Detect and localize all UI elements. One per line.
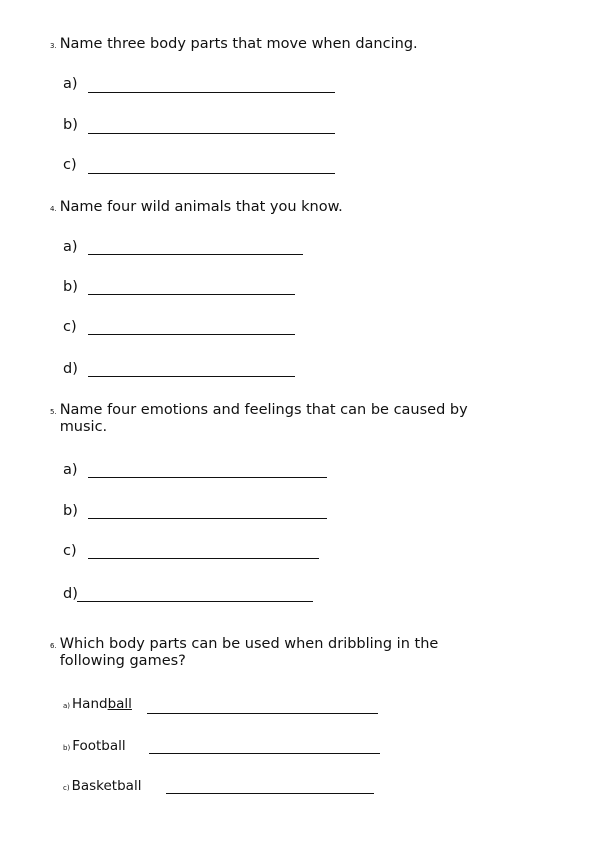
- answer-3b: [63, 117, 87, 135]
- answer-label: a): [63, 462, 78, 478]
- question-number: 6.: [50, 642, 57, 650]
- answer-6a: [63, 696, 132, 712]
- answer-line-6a[interactable]: [169, 713, 378, 714]
- question-number: 5.: [50, 408, 57, 416]
- answer-line-4a[interactable]: [88, 254, 303, 255]
- answer-4d: [63, 361, 87, 379]
- game-name: Handball: [72, 696, 132, 712]
- question-6: [50, 636, 438, 670]
- answer-label: c): [63, 319, 77, 335]
- answer-6c: [63, 778, 141, 794]
- answer-label: c): [63, 784, 70, 792]
- game-name: Basketball: [71, 778, 142, 794]
- question-text-line-1: Name four emotions and feelings that can be caused by: [59, 402, 468, 418]
- answer-line-5a[interactable]: [88, 477, 327, 478]
- answer-4b: [63, 279, 87, 297]
- question-text-line-1: Which body parts can be used when dribbling in the: [59, 636, 439, 652]
- answer-label: b): [63, 279, 78, 295]
- answer-5c: [63, 543, 87, 561]
- answer-label: b): [63, 117, 78, 133]
- answer-3a: [63, 76, 87, 94]
- answer-line-5d[interactable]: [122, 601, 313, 602]
- answer-line-6a-short[interactable]: [147, 713, 169, 714]
- answer-line-3b[interactable]: [88, 133, 335, 134]
- answer-label: a): [63, 702, 71, 710]
- answer-line-3a[interactable]: [88, 92, 335, 93]
- question-text: Name four wild animals that you know.: [59, 199, 343, 215]
- answer-label: b): [63, 744, 71, 752]
- answer-5b: [63, 503, 87, 521]
- answer-line-5c[interactable]: [88, 558, 319, 559]
- question-text-line-2: music.: [59, 419, 108, 435]
- question-text-line-2: following games?: [59, 653, 186, 669]
- answer-label: d): [63, 586, 78, 602]
- question-3: [50, 36, 418, 55]
- answer-3c: [63, 157, 87, 175]
- answer-4c: [63, 319, 87, 337]
- answer-4a: [63, 239, 87, 257]
- answer-label: c): [63, 157, 77, 173]
- answer-line-6c[interactable]: [166, 793, 374, 794]
- answer-label: d): [63, 361, 78, 377]
- answer-5d: [63, 586, 77, 604]
- answer-label: b): [63, 503, 78, 519]
- answer-label: a): [63, 76, 78, 92]
- answer-line-3c[interactable]: [88, 173, 335, 174]
- question-number: 4.: [50, 205, 57, 213]
- answer-line-4c[interactable]: [88, 334, 295, 335]
- answer-line-6b[interactable]: [149, 753, 380, 754]
- answer-line-4b[interactable]: [88, 294, 295, 295]
- answer-label: a): [63, 239, 78, 255]
- question-5: [50, 402, 468, 436]
- answer-line-5b[interactable]: [88, 518, 327, 519]
- answer-line-5d-short[interactable]: [77, 601, 122, 602]
- question-4: [50, 199, 343, 218]
- game-name: Football: [72, 738, 126, 754]
- answer-5a: [63, 462, 87, 480]
- answer-line-4d[interactable]: [88, 376, 295, 377]
- question-text: Name three body parts that move when dancing.: [59, 36, 418, 52]
- answer-label: c): [63, 543, 77, 559]
- answer-6b: [63, 738, 126, 754]
- question-number: 3.: [50, 42, 57, 50]
